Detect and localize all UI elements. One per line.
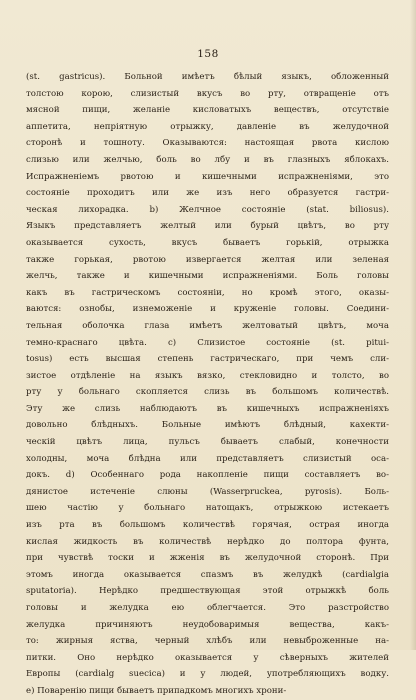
- text-line: tosus) есть высшая степень гастрическаго, при чемъ сли-: [26, 354, 389, 365]
- text-line: e) Поваренію пищи бываетъ припадкомъ многихъ хрони-: [26, 685, 287, 696]
- text-line: Языкъ представляетъ желтый или бурый цвѣтъ, во рту: [26, 221, 389, 232]
- text-line: мясной пищи, желаніе кисловатыхъ веществъ, отсутствіе: [26, 105, 389, 116]
- text-line: аппетита, непріятную отрыжку, давленіе въ желудочной: [26, 121, 389, 132]
- text-line: желчь, также и кишечными испражненіями. Боль головы: [26, 271, 389, 282]
- text-line: Испражненіемъ рвотою и кишечными испражненіями, это: [26, 171, 389, 182]
- text-line: сторонѣ и тошноту. Оказываются: настоящая рвота кислою: [26, 138, 389, 149]
- text-line: тельная оболочка глаза имѣетъ желтоватый цвѣтъ, моча: [26, 320, 389, 331]
- text-line: то: жирныя яства, черный хлѣбъ или невыброженные на-: [26, 636, 389, 647]
- text-line: желудка причиняютъ неудобоваримыя вещества, какъ-: [26, 619, 389, 630]
- text-line: довольно блѣдныхъ. Больные имѣютъ блѣдный, кахекти-: [26, 420, 389, 431]
- text-line: кислая жидкость въ количествѣ нерѣдко до полтора фунта,: [26, 536, 389, 547]
- text-line: ваются: ознобы, изнеможеніе и круженіе головы. Соедини-: [26, 304, 389, 315]
- page-number: 158: [197, 48, 219, 60]
- text-line: дянистое истеченіе слюны (Wasserpruckea, pyrosis). Боль-: [26, 486, 389, 497]
- text-line: холодны, моча блѣдна или представляетъ слизистый оса-: [26, 453, 389, 464]
- text-line: слизью или желчью, боль во лбу и въ глазныхъ яблокахъ.: [26, 154, 389, 165]
- text-line: также горькая, рвотою извергается желтая или зеленая: [26, 254, 389, 265]
- text-line: изъ рта въ большомъ количествѣ горячая, острая иногда: [26, 520, 389, 531]
- text-line: ческій цвѣтъ лица, пульсъ бываетъ слабый, конечности: [26, 437, 389, 448]
- text-line: докъ. d) Особеннаго рода накопленіе пищи составляетъ во-: [26, 470, 389, 481]
- text-line: (st. gastricus). Больной имѣетъ бѣлый языкъ, обложенный: [26, 72, 389, 82]
- text-line: толстою корою, слизистый вкусъ во рту, отвращеніе отъ: [26, 88, 389, 99]
- text-line: шею частію у больнаго натощакъ, отрыжкою истекаетъ: [26, 503, 389, 514]
- text-line: питки. Оно нерѣдко оказывается у сѣверныхъ жителей: [26, 652, 389, 663]
- text-line: этомъ иногда оказывается спазмъ въ желудкѣ (cardialgia: [26, 569, 389, 580]
- text-line: состояніе проходитъ или же изъ него образуется гастри-: [26, 188, 389, 199]
- text-line: Эту же слизь наблюдаютъ въ кишечныхъ испражненіяхъ: [26, 403, 389, 414]
- body-text: [26, 69, 389, 700]
- text-line: какъ въ гастрическомъ состояніи, но кромѣ этого, оказы-: [26, 287, 389, 298]
- text-line: ческая лихорадка. b) Желчное состояніе (stat. biliosus).: [26, 204, 389, 215]
- text-line: sputatoria). Нерѣдко предшествующая этой отрыжкѣ боль: [26, 586, 389, 597]
- page-edge-shadow: [410, 0, 416, 650]
- text-line: оказывается сухость, вкусъ бываетъ горькій, отрыжка: [26, 237, 389, 248]
- text-line: темно-краснаго цвѣта. c) Слизистое состояніе (st. pitui-: [26, 337, 389, 348]
- text-line: зистое отдѣленіе на языкъ вязко, стекловидно и толсто, во: [26, 370, 389, 381]
- text-line: рту у больнаго скопляется слизь въ большомъ количествѣ.: [26, 387, 389, 398]
- text-line: при чувствѣ тоски и жженія въ желудочной сторонѣ. При: [26, 553, 389, 564]
- text-line: Европы (cardialg suecica) и у людей, употребляющихъ водку.: [26, 669, 389, 680]
- text-line: головы и желудка ею облегчается. Это разстройство: [26, 603, 389, 613]
